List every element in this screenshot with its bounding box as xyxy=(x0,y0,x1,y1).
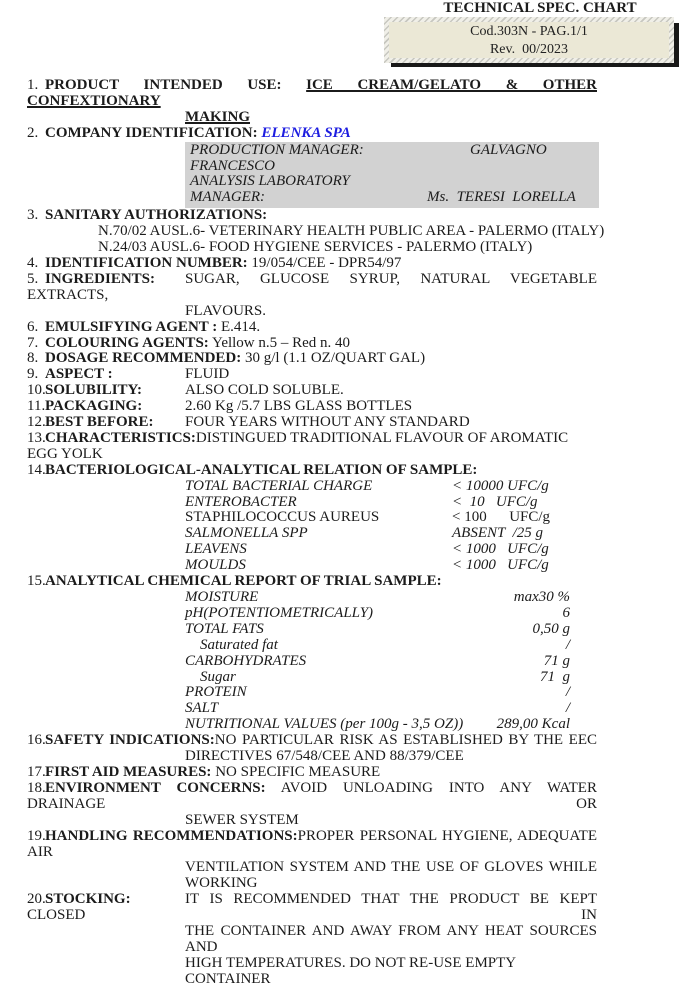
item-16-value: NO PARTICULAR RISK AS ESTABLISHED BY THE EEC xyxy=(214,732,597,749)
item-16-value-line2: DIRECTIVES 67/548/CEE AND 88/379/CEE xyxy=(185,748,464,765)
item-10-value: ALSO COLD SOLUBLE. xyxy=(185,382,344,399)
item-13-label: CHARACTERISTICS: xyxy=(45,429,196,446)
analysis-lab-manager-label: ANALYSIS LABORATORY MANAGER: xyxy=(190,173,350,206)
production-manager-name: GALVAGNO FRANCESCO xyxy=(190,141,551,174)
item-19-handling-recommendations xyxy=(27,829,597,861)
item-5-number: 5. xyxy=(27,270,39,287)
item-4-label: IDENTIFICATION NUMBER: xyxy=(45,254,248,271)
item-8-dosage-recommended xyxy=(27,351,597,367)
item-14-number: 14. xyxy=(27,461,46,478)
item-20-label: STOCKING: xyxy=(45,891,131,908)
item-10-label: SOLUBILITY: xyxy=(45,382,142,399)
item-11-number: 11. xyxy=(27,398,46,415)
bact-row-enterobacter: ENTEROBACTER < 10 UFC/g xyxy=(185,493,538,510)
item-12-value: FOUR YEARS WITHOUT ANY STANDARD xyxy=(185,414,470,431)
item-17-value: NO SPECIFIC MEASURE xyxy=(215,763,381,780)
company-name: ELENKA SPA xyxy=(261,124,351,141)
item-1-value: ICE CREAM/GELATO & OTHER CONFEXTIONARY xyxy=(27,77,597,109)
item-3-sanitary-authorizations xyxy=(27,208,597,224)
item-20-value-line3: HIGH TEMPERATURES. DO NOT RE-USE EMPTY CONTAINER xyxy=(185,954,516,987)
item-9-label: ASPECT : xyxy=(45,366,113,383)
item-18-number: 18. xyxy=(27,779,46,796)
code-number: Cod.303N - PAG.1/1 xyxy=(470,24,588,39)
item-7-label: COLOURING AGENTS: xyxy=(45,334,209,351)
chem-row-carbohydrates: CARBOHYDRATES 71 g xyxy=(185,652,570,669)
item-16-safety-indications xyxy=(27,733,597,749)
item-4-value: 19/054/CEE - DPR54/97 xyxy=(251,254,402,271)
item-1-value-line2: MAKING xyxy=(185,108,250,125)
item-5-ingredients xyxy=(27,272,597,304)
item-15-number: 15. xyxy=(27,573,46,590)
code-revision-box xyxy=(384,17,674,63)
item-12-best-before xyxy=(27,415,597,431)
chem-row-ph: pH(POTENTIOMETRICALLY) 6 xyxy=(185,604,570,621)
item-3-label: SANITARY AUTHORIZATIONS: xyxy=(45,207,268,224)
item-11-packaging xyxy=(27,399,597,415)
revision-number: Rev. 00/2023 xyxy=(489,41,569,57)
item-20-number: 20. xyxy=(27,891,46,908)
item-5-value: SUGAR, GLUCOSE SYRUP, NATURAL VEGETABLE EXTRACTS, xyxy=(27,270,597,303)
item-15-label: ANALYTICAL CHEMICAL REPORT OF TRIAL SAMPLE: xyxy=(45,573,442,590)
item-4-identification-number xyxy=(27,256,597,272)
item-18-value: AVOID UNLOADING INTO ANY WATER DRAINAGE OR xyxy=(27,779,597,812)
item-10-number: 10. xyxy=(27,382,46,399)
bact-row-salmonella-spp: SALMONELLA SPP ABSENT /25 g xyxy=(185,525,543,542)
chem-row-salt: SALT / xyxy=(185,700,570,717)
item-19-number: 19. xyxy=(27,827,46,844)
item-8-label: DOSAGE RECOMMENDED: xyxy=(45,350,242,367)
item-13-characteristics xyxy=(27,431,597,463)
item-20-value: IT IS RECOMMENDED THAT THE PRODUCT BE KEPT CLOSED IN xyxy=(27,891,597,924)
item-6-value: E.414. xyxy=(221,318,261,335)
item-7-value: Yellow n.5 – Red n. 40 xyxy=(211,334,351,351)
chem-row-protein: PROTEIN / xyxy=(185,684,570,701)
managers-block xyxy=(185,142,599,209)
item-18-environment-concerns xyxy=(27,781,597,813)
item-13-number: 13. xyxy=(27,429,46,446)
production-manager-row xyxy=(190,143,599,175)
item-3-number: 3. xyxy=(27,207,39,224)
bact-row-total-bacterial-charge: TOTAL BACTERIAL CHARGE < 10000 UFC/g xyxy=(185,477,549,494)
analysis-lab-manager-row xyxy=(190,174,599,206)
item-1-product-intended-use xyxy=(27,78,597,110)
item-12-label: BEST BEFORE: xyxy=(45,414,154,431)
chem-row-nutritional-values: NUTRITIONAL VALUES (per 100g - 3,5 OZ)) 289,00 Kcal xyxy=(185,716,570,733)
item-7-number: 7. xyxy=(27,334,39,351)
item-5-value-line2: FLAVOURS. xyxy=(185,302,266,319)
sanitary-authorization-2: N.24/03 AUSL.6- FOOD HYGIENE SERVICES - PALERMO (ITALY) xyxy=(98,239,533,256)
item-9-aspect xyxy=(27,367,597,383)
item-11-value: 2.60 Kg /5.7 LBS GLASS BOTTLES xyxy=(185,398,413,415)
document-title-text: TECHNICAL SPEC. CHART xyxy=(442,0,637,19)
item-9-value: FLUID xyxy=(185,366,230,383)
item-2-company-identification xyxy=(27,126,597,142)
item-18-label: ENVIRONMENT CONCERNS: xyxy=(45,779,266,796)
item-7-colouring-agents xyxy=(27,336,597,352)
item-12-number: 12. xyxy=(27,414,46,431)
item-16-label: SAFETY INDICATIONS: xyxy=(45,732,215,749)
chem-row-total-fats: TOTAL FATS 0,50 g xyxy=(185,620,570,637)
item-13-value: DISTINGUED TRADITIONAL FLAVOUR OF AROMATIC EGG YOLK xyxy=(27,429,569,462)
item-14-bacteriological-relation xyxy=(27,463,597,479)
bact-row-moulds: MOULDS < 1000 UFC/g xyxy=(185,557,549,574)
item-5-label: INGREDIENTS: xyxy=(45,270,156,287)
item-20-stocking xyxy=(27,892,597,924)
item-6-emulsifying-agent xyxy=(27,320,597,336)
sanitary-authorization-1: N.70/02 AUSL.6- VETERINARY HEALTH PUBLIC AREA - PALERMO (ITALY) xyxy=(98,223,605,240)
item-20-value-line2: THE CONTAINER AND AWAY FROM ANY HEAT SOURCES AND xyxy=(185,923,597,955)
bact-row-staphilococcus-aureus: STAPHILOCOCCUS AUREUS < 100 UFC/g xyxy=(185,509,551,526)
item-19-value-line2: VENTILATION SYSTEM AND THE USE OF GLOVES WHILE xyxy=(185,859,597,876)
spec-list xyxy=(0,78,700,988)
item-9-number: 9. xyxy=(27,366,39,383)
item-11-label: PACKAGING: xyxy=(45,398,143,415)
item-8-number: 8. xyxy=(27,350,39,367)
item-2-label: COMPANY IDENTIFICATION: xyxy=(45,124,258,141)
chem-row-saturated-fat: Saturated fat / xyxy=(200,636,570,653)
item-15-analytical-chemical-report xyxy=(27,574,597,590)
item-10-solubility xyxy=(27,383,597,399)
item-17-label: FIRST AID MEASURES: xyxy=(45,763,212,780)
production-manager-label: PRODUCTION MANAGER: xyxy=(190,141,364,158)
item-19-label: HANDLING RECOMMENDATIONS: xyxy=(45,827,298,844)
item-14-label: BACTERIOLOGICAL-ANALYTICAL RELATION OF SAMPLE: xyxy=(45,461,478,478)
bact-row-leavens: LEAVENS < 1000 UFC/g xyxy=(185,541,549,558)
item-8-value: 30 g/l (1.1 OZ/QUART GAL) xyxy=(245,350,426,367)
item-19-value-line3: WORKING xyxy=(185,875,258,892)
item-6-number: 6. xyxy=(27,318,39,335)
item-1-label: PRODUCT INTENDED USE: xyxy=(45,77,282,93)
item-4-number: 4. xyxy=(27,254,39,271)
chem-row-moisture: MOISTURE max30 % xyxy=(185,589,570,605)
analysis-lab-manager-name: Ms. TERESI LORELLA xyxy=(427,189,576,206)
item-17-first-aid-measures xyxy=(27,765,597,781)
item-2-number: 2. xyxy=(27,124,39,141)
document-title xyxy=(400,1,680,17)
chem-row-sugar: Sugar 71 g xyxy=(200,668,570,685)
item-18-value-line2: SEWER SYSTEM xyxy=(185,811,299,828)
item-6-label: EMULSIFYING AGENT : xyxy=(45,318,218,335)
item-16-number: 16. xyxy=(27,732,46,749)
item-17-number: 17. xyxy=(27,763,46,780)
code-revision-inner xyxy=(389,22,669,58)
item-19-value: PROPER PERSONAL HYGIENE, ADEQUATE AIR xyxy=(27,827,597,860)
item-1-number: 1. xyxy=(27,77,39,93)
